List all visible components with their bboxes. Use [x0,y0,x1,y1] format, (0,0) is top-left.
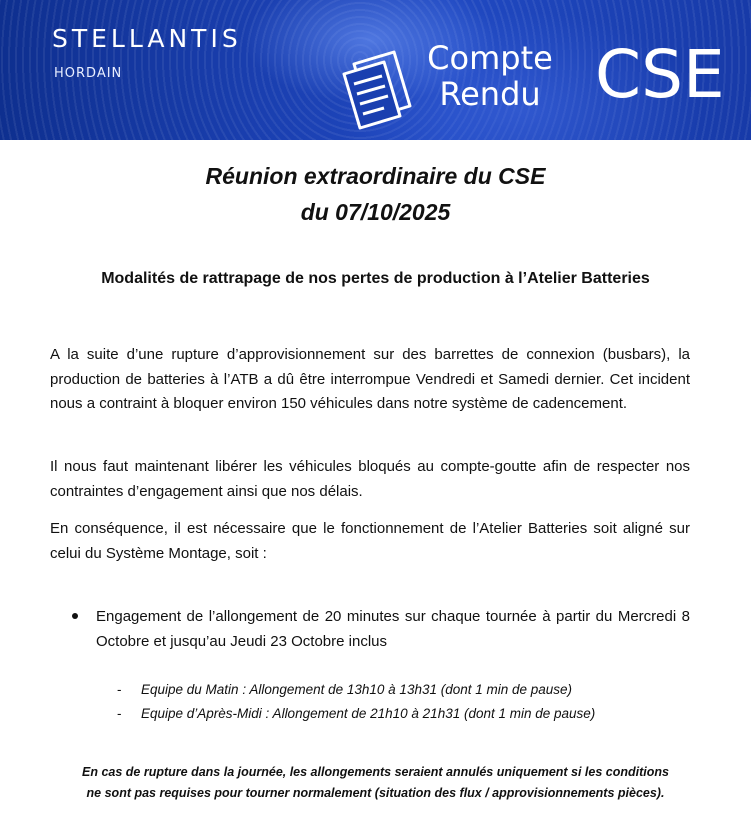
document-icon [332,44,424,130]
sub-item-text: Equipe d’Après-Midi : Allongement de 21h10 à 21h31 (dont 1 min de pause) [141,706,596,721]
footnote-line1: En cas de rupture dans la journée, les allongements seraient annulés uniquement si les conditions [82,765,669,779]
paragraph-3: En conséquence, il est nécessaire que le fonctionnement de l’Atelier Batteries soit aligné sur celui du Système Montage, soit : [50,520,690,562]
brand-logo: STELLANTIS [52,24,242,53]
document-title: Réunion extraordinaire du CSE [205,163,546,189]
document-subject: Modalités de rattrapage de nos pertes de production à l’Atelier Batteries [101,270,650,287]
paragraph-2: Il nous faut maintenant libérer les véhicules bloqués au compte-goutte afin de respecter nos contraintes d’engagement ainsi que nos délais. [50,458,690,500]
header-banner [0,0,751,140]
header-title-line2: Rendu [439,75,541,113]
sub-item-text: Equipe du Matin : Allongement de 13h10 à 13h31 (dont 1 min de pause) [141,682,573,697]
dash-icon: - [117,682,122,697]
footnote [0,762,751,804]
bullet-icon [72,613,78,619]
paragraph-1: A la suite d’une rupture d’approvisionnement sur des barrettes de connexion (busbars), la production de batteries à l’ATB a dû être interrompue Vendredi et Samedi dernier. Cet incident nous a contraint à bloquer environ 150 véhicules dans notre système de cadencement. [50,346,690,412]
dash-icon: - [117,706,122,721]
site-name: HORDAIN [54,66,123,81]
document-date: du 07/10/2025 [300,199,451,225]
cse-badge: CSE [595,36,725,113]
header-title-line1: Compte [427,39,553,77]
footnote-line2: ne sont pas requises pour tourner normalement (situation des flux / approvisionnements pièces). [86,786,665,800]
bullet-text: Engagement de l’allongement de 20 minutes sur chaque tournée à partir du Mercredi 8 Octobre et jusqu’au Jeudi 23 Octobre inclus [96,608,690,650]
